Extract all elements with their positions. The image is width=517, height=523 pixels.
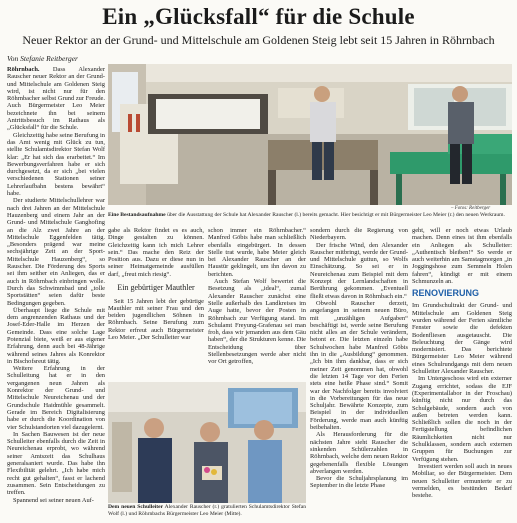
photo-workshop-room: [108, 64, 512, 205]
paragraph: Spannend sei seiner neuen Auf-: [13, 496, 94, 504]
photo-caption-workshop: [108, 212, 512, 219]
paragraph: Als Herausforderung für die nächsten Jahre sieht Rauscher die sinkenden Schülerzahlen in Röhrnbach, welche dem neuen Rektor gegebenenfalls flexible Lösungen abverlangen werden.: [310, 431, 408, 475]
paragraph: Der studierte Mittelschullehrer war nach drei Jahren an der Mittelschule Hauzenberg und einem Jahr an der Grund- und Mittelschule Ganghofing an die Alz zwei Jahre an der Mittelschule Eggenfelden tätig. „Besonders prägend war meine sechsjährige Zeit an der Sport-Mittelschule Hauzenberg“, so Rauscher. Die Förderung des Sports sei ihm seither ein Anliegen, das er auch in Röhrnbach einbringen wolle. Durch das Schwimmbad und „tolle Sportstätten“ seien dafür beste Bedingungen gegeben.: [7, 197, 105, 307]
text-column-1: [7, 66, 105, 521]
text-column-2: [108, 227, 204, 377]
paragraph: Gleichzeitig habe seine Berufung in das Amt wenig mit Glück zu tun, stellte Schulamtsdirektor Stefan Wolf klar: „Er hat sich das erarbeitet.“ Im Bewerbungsverfahren habe er sich durchgesetzt, da er sich „bei vielen verschiedenen Stationen seiner Lehrerlaufbahn bestens bewährt“ habe.: [7, 131, 105, 198]
photo-caption-congratulation: [108, 504, 306, 517]
photo-congratulation: [108, 382, 306, 503]
paragraph: sondern durch die Regierung von Niederbayern.: [310, 227, 408, 242]
paragraph: Investiert werden soll auch in neues Mobiliar, so der Bürgermeister. Dem neuen Schulleiter ermunterte er zu vermelden, es bestünden Bedarf bestehe.: [412, 462, 512, 500]
paragraph: Im Untergeschoss wird ein externer Zugang errichtet, sodass die EJF (Experimentallabor in der Froschau) künftig nicht nur durch das Schulgebäude, sondern auch von außen betreten werden kann. Schließlich sollen die noch in der Fertigstellung befindlichen Räumlichkeiten nicht nur Schulklassen, sondern auch externen Gruppen für Buchungen zur Verfügung stehen.: [412, 375, 512, 463]
paragraph: gabe als Rektor findet es es auch, Dinge gestalten zu können. Gleichzeitig kann ich mich Lehrer sein.“ Das mache den Reiz der Position aus. Dazu er diese nun in seiner Heimatgemeinde ausfüllen darf, „freut mich riesig“.: [108, 227, 204, 278]
section-title-renovierung: RENOVIERUNG: [412, 288, 480, 299]
paragraph: Auch Stefan Wolf bewertet die Besetzung als „ideal“, zumal Alexander Rauscher zunächst eine Stelle außerhalb des Landkreises im Auge hatte, bevor der Posten in Röhrnbach zur Verfügung stand. Im Schulamt Freyung-Grafenau sei man froh, dass wir jemanden aus dem Gäu haben“, der die Strukturen kenne. Die Entscheidung über Stellenbesetzungen werde aber nicht vor Ort getroffen,: [208, 278, 306, 366]
article-subheadline: Neuer Rektor an der Grund- und Mittelschule am Goldenen Steig lebt seit 15 Jahren in Röhrnbach: [22, 33, 495, 47]
caption-text: Alexander Rauscher (r.) gratulierten Schulamtsdirektor Stefan Wolf (l.) und Röhrnbachs Bürgermeister Leo Meier (Mitte).: [108, 504, 306, 517]
paragraph: Im Grundschultrakt der Grund- und Mittelschule am Goldenen Steig wurden während der Ferien sämtliche Fenster sowie die defekten Bodenfliesen ausgetauscht. Die Beleuchtung der Gänge wird modernisiert. Das berichtete Bürgermeister Leo Meier während eines Schulrundgangs mit dem neuen Schulleiter Alexander Rauscher.: [412, 302, 512, 376]
caption-lead: Eine Bestandsaufnahme: [108, 212, 166, 218]
paragraph: Der frische Wind, den Alexander Rauscher mitbringt, werde der Grund- und Mittelschule guttun, so Wolfs Einschätzung. So sei er in Neureichenau zum Beispiel mit dem Konzept der Lernlandschaften in Berührung gekommen. „Eventuell fließt etwas davon in Röhrnbach ein.“: [310, 241, 408, 300]
photo-congratulation-image: [108, 382, 306, 503]
paragraph: Dass Alexander Rauscher neuer Rektor an der Grund- und Mittelschule am Goldenen Steig wird, ist nicht nur für den Röhrnbacher selbst Grund zur Freude. Auch Bürgermeister Leo Meier bezeichnete ihn bei seinem Antrittsbesuch im Rathaus als „Glücksfall“ für die Schule.: [7, 66, 105, 132]
dateline: Röhrnbach.: [7, 66, 40, 73]
article-headline: Ein „Glücksfall“ für die Schule: [102, 4, 415, 29]
byline: Von Stefanie Reitberger: [7, 54, 78, 63]
photo-workshop-image: [108, 64, 512, 205]
photo-credit: – Fotos: Reitberger: [451, 206, 491, 211]
text-column-3: [208, 227, 306, 377]
paragraph: Obwohl Rauscher derzeit, angefangen in seinem neuen Büro, mit „unzähligen Aufgaben“ beschäftigt ist, werde seine Berufung nicht alles an der Schule verändern, betont er. Die letzten einzeln habe Schulwochen habe Manfred Göbis ihn in die „Ausbildung“ genommen. „Ich bin ihm dankbar, dass er sich meiner Zeit genommen hat, obwohl die letzten 14 Tage vor den Ferien stets eine heiße Phase sind.“ Somit war der Nachfolger bereits involviert in die Vorbereitungen für das neue Schuljahr. Bewährte Konzepte, zum Beispiel in der individuellen Förderung, werde man auch künftig beibehalten.: [310, 299, 408, 432]
paragraph: schon immer ein Röhrnbacher.“ Manfred Göbis habe man schließlich ebenfalls eingebürgert. In dessen Stelle trat wurde, habe Meier gleich bei Alexander Rauscher an der Haustür geklingelt, um ihn davon zu berichten.: [208, 227, 306, 278]
paragraph: In Sachen Bauwesen ist der neue Schulleiter ebenfalls durch die Zeit in Neureichenau erprobt, wo während seiner Amtszeit das Schulhaus generalsaniert wurde. Das habe ihn Flexibilität gelehrt. „Ich habe mich recht gut gehalten“, fasst er lachend zusammen. Sein Entscheidungen zu treffen.: [7, 430, 105, 497]
paragraph: Seit 15 Jahren lebt der gebürtige Mauthler mit seiner Frau und den beiden jugendlichen Söhnen in Röhrnbach. Seine Berufung zum Rektor erfreut auch Bürgermeister Leo Meier. „Der Schulleiter war: [108, 297, 204, 342]
text-column-4: [310, 227, 408, 521]
caption-text: über die Ausstattung der Schule hat Alexander Rauscher (l.) bereits gemacht. Hier besichtigt er mit Bürgermeister Leo Meier (r.) den neuen Werkraum.: [165, 212, 505, 218]
paragraph: Überhaupt liege die Schule mit dem angrenzenden Rathaus und der Josef-Eder-Halle im Herzen der Gemeinde. Dass eine solche Lage Potenzial biete, weiß er aus eigener Erfahrung, denn auch bei 48-Jährige während seines Jahres als Konrektor in Bischofsreut tätig.: [7, 306, 105, 365]
paragraph: Weitere Erfahrung in der Schulleitung hat er in den vergangenen neun Jahren als Konrektor der Grund- und Mittelschule Neureichenau und der Grundschule Haidmühle gesammelt. Gerade im Bereich Digitalisierung habe er durch die Koordination von vier Schulstandorten viel dazugelernt.: [7, 365, 105, 431]
section-subheading: Ein gebürtiger Mauthler: [117, 283, 195, 293]
paragraph: geht, will er noch etwas Urlaub machen. Denn eines ist ihm ebenfalls ein Anliegen als Schulleiter: „Authentisch bleiben!“ So werde er auch weiterhin am Samstagmorgen „in Joggingshose zum Semmeln Holen fahren“, kündigt er mit einem Schmunzeln an.: [412, 227, 512, 286]
text-column-5: [412, 227, 512, 521]
paragraph: Bevor die Schuljahrsplanung im September in die letzte Phase: [310, 475, 408, 490]
caption-lead: Dem neuen Schulleiter: [108, 504, 164, 510]
